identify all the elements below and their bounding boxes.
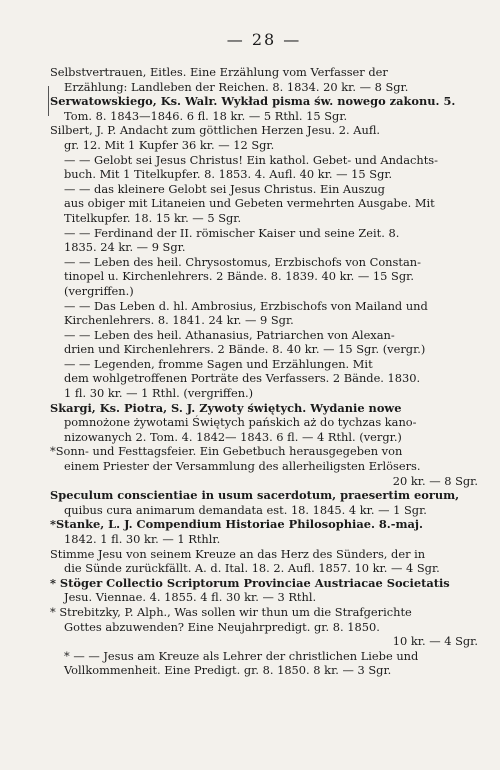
entry-line: (vergriffen.) [64, 283, 134, 298]
entry-line: aus obiger mit Litaneien und Gebeten vermehrten Ausgabe. Mit [64, 196, 435, 211]
entry-line: Erzählung: Landleben der Reichen. 8. 1834. 20 kr. — 8 Sgr. [64, 79, 409, 94]
catalog-entry [50, 123, 478, 400]
entry-line: 1 fl. 30 kr. — 1 Rthl. (vergriffen.) [64, 386, 254, 401]
catalog-entry [50, 94, 478, 123]
entry-line: — — Leben des heil. Athanasius, Patriarchen von Alexan- [64, 327, 395, 342]
entry-line: — — Gelobt sei Jesus Christus! Ein kathol. Gebet- und Andachts- [64, 152, 438, 167]
entry-line: Stimme Jesu von seinem Kreuze an das Herz des Sünders, der in [50, 546, 426, 561]
catalog-entry [50, 605, 478, 678]
entry-line: — — das kleinere Gelobt sei Jesus Christus. Ein Auszug [64, 181, 385, 196]
entry-line: Skargi, Ks. Piotra, S. J. Zywoty świętych. Wydanie nowe [50, 400, 402, 415]
entry-line: — — Legenden, fromme Sagen und Erzählungen. Mit [64, 356, 373, 371]
entry-line: — — Leben des heil. Chrysostomus, Erzbischofs von Constan- [64, 254, 421, 269]
entry-line: die Sünde zurückfällt. A. d. Ital. 18. 2. Aufl. 1857. 10 kr. — 4 Sgr. [64, 561, 440, 576]
entry-line: — — Das Leben d. hl. Ambrosius, Erzbischofs von Mailand und [64, 298, 428, 313]
entry-line: *Sonn- und Festtagsfeier. Ein Gebetbuch herausgegeben von [50, 444, 403, 459]
catalog-entry [50, 444, 478, 488]
entry-line: buch. Mit 1 Titelkupfer. 8. 1853. 4. Aufl. 40 kr. — 15 Sgr. [64, 167, 393, 182]
entry-line: Jesu. Viennae. 4. 1855. 4 fl. 30 kr. — 3 Rthl. [64, 590, 317, 605]
entry-line: 1842. 1 fl. 30 kr. — 1 Rthlr. [64, 532, 221, 546]
entry-line: Speculum conscientiae in usum sacerdotum, praesertim eorum, [50, 488, 460, 503]
entry-line: Tom. 8. 1843—1846. 6 fl. 18 kr. — 5 Rthl. 15 Sgr. [64, 108, 348, 123]
entry-line: — — Ferdinand der II. römischer Kaiser und seine Zeit. 8. [64, 225, 400, 240]
entry-line: Kirchenlehrers. 8. 1841. 24 kr. — 9 Sgr. [64, 313, 294, 328]
entry-line: gr. 12. Mit 1 Kupfer 36 kr. — 12 Sgr. [64, 137, 275, 152]
entry-line: Selbstvertrauen, Eitles. Eine Erzählung vom Verfasser der [50, 65, 388, 79]
entry-line: quibus cura animarum demandata est. 18. 1845. 4 kr. — 1 Sgr. [64, 502, 427, 517]
catalog-entry [50, 547, 478, 576]
entry-line: 20 kr. — 8 Sgr. [392, 473, 478, 488]
entry-line: Silbert, J. P. Andacht zum göttlichen Herzen Jesu. 2. Aufl. [50, 123, 381, 138]
entry-line: * Strebitzky, P. Alph., Was sollen wir thun um die Strafgerichte [50, 604, 412, 619]
catalog-entry [50, 488, 478, 517]
catalog-entry [50, 401, 478, 445]
entry-line: tinopel u. Kirchenlehrers. 2 Bände. 8. 1839. 40 kr. — 15 Sgr. [64, 269, 414, 284]
entry-line: einem Priester der Versammlung des allerheiligsten Erlösers. [64, 459, 421, 474]
catalog-entry [50, 517, 478, 546]
entry-line: Gottes abzuwenden? Eine Neujahrpredigt. gr. 8. 1850. [64, 619, 380, 634]
catalog-entries [50, 65, 478, 678]
entry-line: Vollkommenheit. Eine Predigt. gr. 8. 1850. 8 kr. — 3 Sgr. [64, 663, 392, 678]
entry-line: *Stanke, L. J. Compendium Historiae Philosophiae. 8.-maj. [50, 517, 424, 532]
page-number: — 28 — [226, 30, 302, 49]
entry-line: pomnożone żywotami Świętych pańskich aż do tychzas kano- [64, 415, 417, 430]
catalog-entry [50, 65, 478, 94]
entry-line: * — — Jesus am Kreuze als Lehrer der christlichen Liebe und [64, 648, 419, 663]
entry-line: * Stöger Collectio Scriptorum Provinciae Austriacae Societatis [50, 575, 450, 590]
entry-line: drien und Kirchenlehrers. 2 Bände. 8. 40 kr. — 15 Sgr. (vergr.) [64, 342, 426, 357]
entry-line: Serwatowskiego, Ks. Walr. Wykład pisma św. nowego zakonu. 5. [50, 94, 456, 109]
catalog-entry [50, 576, 478, 605]
entry-line: 10 kr. — 4 Sgr. [392, 634, 478, 649]
entry-line: Titelkupfer. 18. 15 kr. — 5 Sgr. [64, 210, 242, 225]
entry-line: 1835. 24 kr. — 9 Sgr. [64, 240, 186, 255]
entry-line: dem wohlgetroffenen Porträte des Verfassers. 2 Bände. 1830. [64, 371, 421, 386]
margin-rule [48, 86, 49, 116]
entry-line: nizowanych 2. Tom. 4. 1842— 1843. 6 fl. — 4 Rthl. (vergr.) [64, 429, 402, 444]
